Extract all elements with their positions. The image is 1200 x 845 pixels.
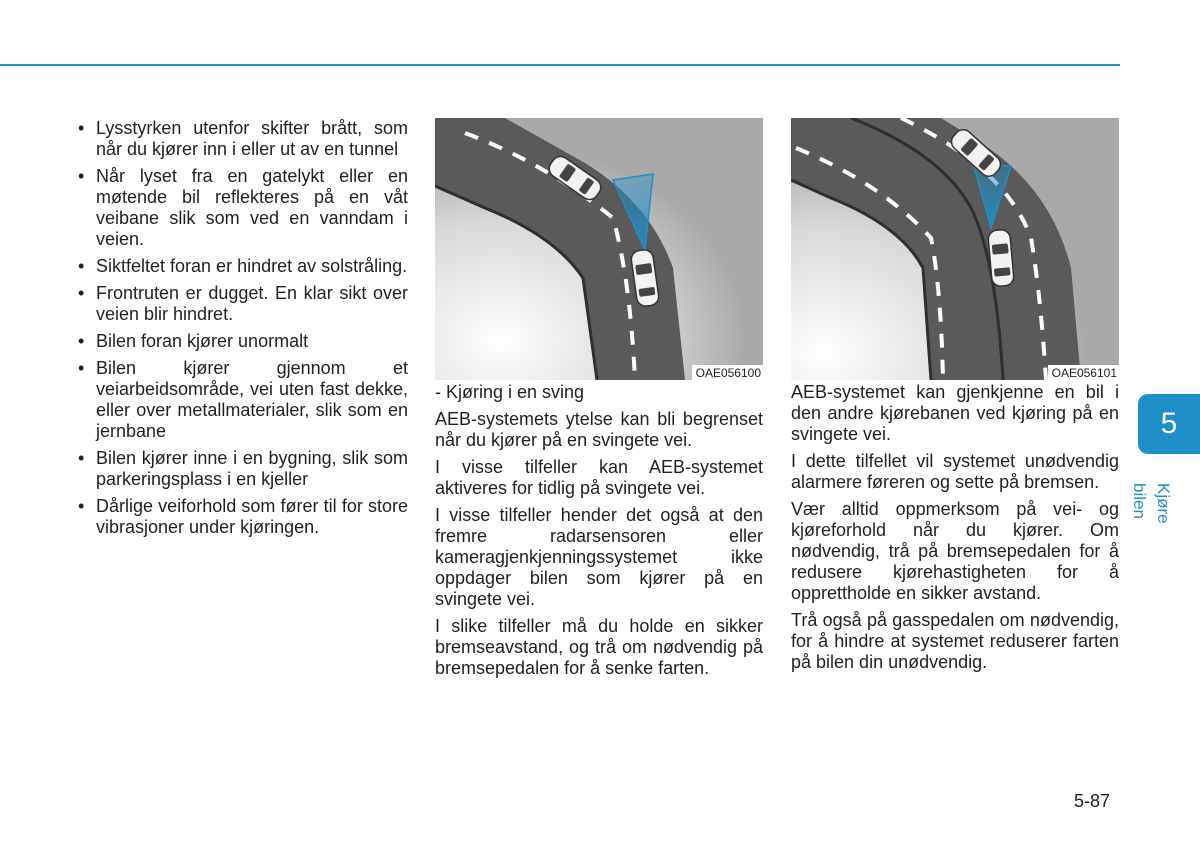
list-item: • Siktfeltet foran er hindret av solstråling. bbox=[78, 256, 408, 276]
paragraph: I slike tilfeller må du holde en sikker bremseavstand, og trå om nødvendig på bremsepedalen for å senke farten. bbox=[435, 616, 763, 678]
figure-code: OAE056101 bbox=[1048, 365, 1119, 380]
list-item: • Når lyset fra en gatelykt eller en møtende bil reflekteres på en våt veibane slik som ved en vanndam i veien. bbox=[78, 166, 408, 249]
own-car-icon bbox=[988, 229, 1015, 287]
paragraph: I visse tilfeller hender det også at den fremre radarsensoren eller kameragjenkjenningssystemet ikke oppdager bilen som kjører på en svingete vei. bbox=[435, 505, 763, 609]
paragraph: AEB-systemet kan gjenkjenne en bil i den andre kjørebanen ved kjøring på en svingete vei. bbox=[791, 382, 1119, 444]
right-column bbox=[791, 118, 1119, 679]
chapter-title: Kjøre bilen bbox=[1130, 483, 1173, 524]
chapter-number-tab: 5 bbox=[1138, 394, 1200, 454]
paragraph: AEB-systemets ytelse kan bli begrenset når du kjører på en svingete vei. bbox=[435, 409, 763, 450]
condition-list bbox=[78, 118, 408, 538]
header-rule bbox=[0, 64, 1120, 66]
middle-column bbox=[435, 118, 763, 685]
list-item: • Frontruten er dugget. En klar sikt over veien blir hindret. bbox=[78, 283, 408, 324]
paragraph: Vær alltid oppmerksom på vei- og kjøreforhold når du kjører. Om nødvendig, trå på bremsepedalen for å redusere kjørehastigheten for å opprettholde en sikker avstand. bbox=[791, 499, 1119, 603]
paragraph: I visse tilfeller kan AEB-systemet aktiveres for tidlig på svingete vei. bbox=[435, 457, 763, 498]
figure-code: OAE056100 bbox=[692, 365, 763, 380]
list-item: • Bilen foran kjører unormalt bbox=[78, 331, 309, 351]
curve-illustration-2 bbox=[791, 118, 1119, 380]
left-column bbox=[78, 118, 408, 544]
list-item: • Lysstyrken utenfor skifter brått, som når du kjører inn i eller ut av en tunnel bbox=[78, 118, 408, 159]
paragraph: I dette tilfellet vil systemet unødvendig alarmere føreren og sette på bremsen. bbox=[791, 451, 1119, 492]
list-item: • Bilen kjører gjennom et veiarbeidsområde, vei uten fast dekke, eller over metallmaterialer, slik som en jernbane bbox=[78, 358, 408, 441]
section-caption: - Kjøring i en sving bbox=[435, 382, 585, 402]
paragraph: Trå også på gasspedalen om nødvendig, for å hindre at systemet reduserer farten på bilen din unødvendig. bbox=[791, 610, 1119, 672]
page-number: 5-87 bbox=[1074, 791, 1111, 811]
list-item: • Bilen kjører inne i en bygning, slik som parkeringsplass i en kjeller bbox=[78, 448, 408, 489]
curve-illustration-1 bbox=[435, 118, 763, 380]
list-item: • Dårlige veiforhold som fører til for store vibrasjoner under kjøringen. bbox=[78, 496, 408, 537]
